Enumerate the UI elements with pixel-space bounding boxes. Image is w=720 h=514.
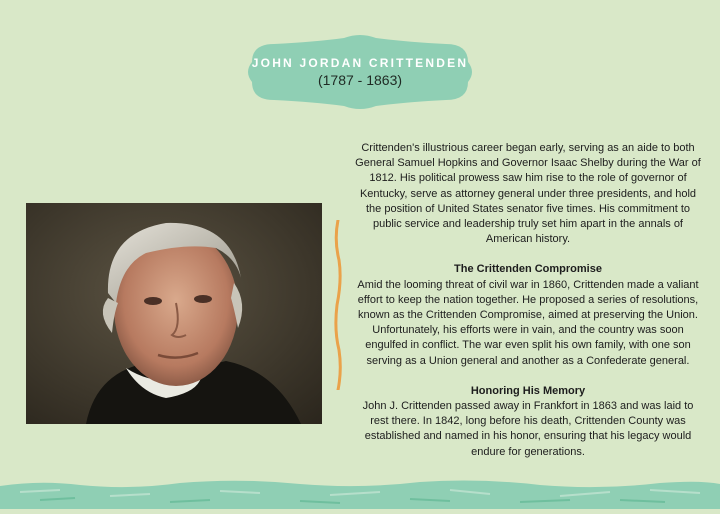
compromise-paragraph: Amid the looming threat of civil war in 1860, Crittenden made a valiant effort to keep the nation together. He proposed a series of resolutions, known as the Crittenden Compromise, aimed at preserving the Union. Unfortunately, his efforts were in vain, and the country was soon engulfed in conflict. The war even split his own family, with one son serving as a Union general and another as a Confederate general. (357, 278, 699, 367)
memory-paragraph: John J. Crittenden passed away in Frankfort in 1863 and was laid to rest there. In 1842, long before his death, Crittenden County was established and named in his honor, ensuring that his legacy would endure for generations. (362, 400, 694, 458)
page-title: JOHN JORDAN CRITTENDEN (251, 56, 469, 70)
intro-paragraph: Crittenden's illustrious career began early, serving as an aide to both General Samuel Hopkins and Governor Isaac Shelby during the War of 1812. His political prowess saw him rise to the role of governor of Kentucky, serve as attorney general under three presidents, and hold the position of United States senator five times. His commitment to public service and leadership truly set him apart in the annals of American history. (355, 142, 701, 246)
decorative-divider (332, 220, 344, 395)
compromise-heading: The Crittenden Compromise (454, 263, 602, 276)
text-column (352, 141, 704, 460)
life-years: (1787 - 1863) (317, 72, 403, 88)
title-badge (244, 32, 476, 112)
memory-heading: Honoring His Memory (470, 384, 586, 397)
portrait-image (26, 203, 322, 424)
